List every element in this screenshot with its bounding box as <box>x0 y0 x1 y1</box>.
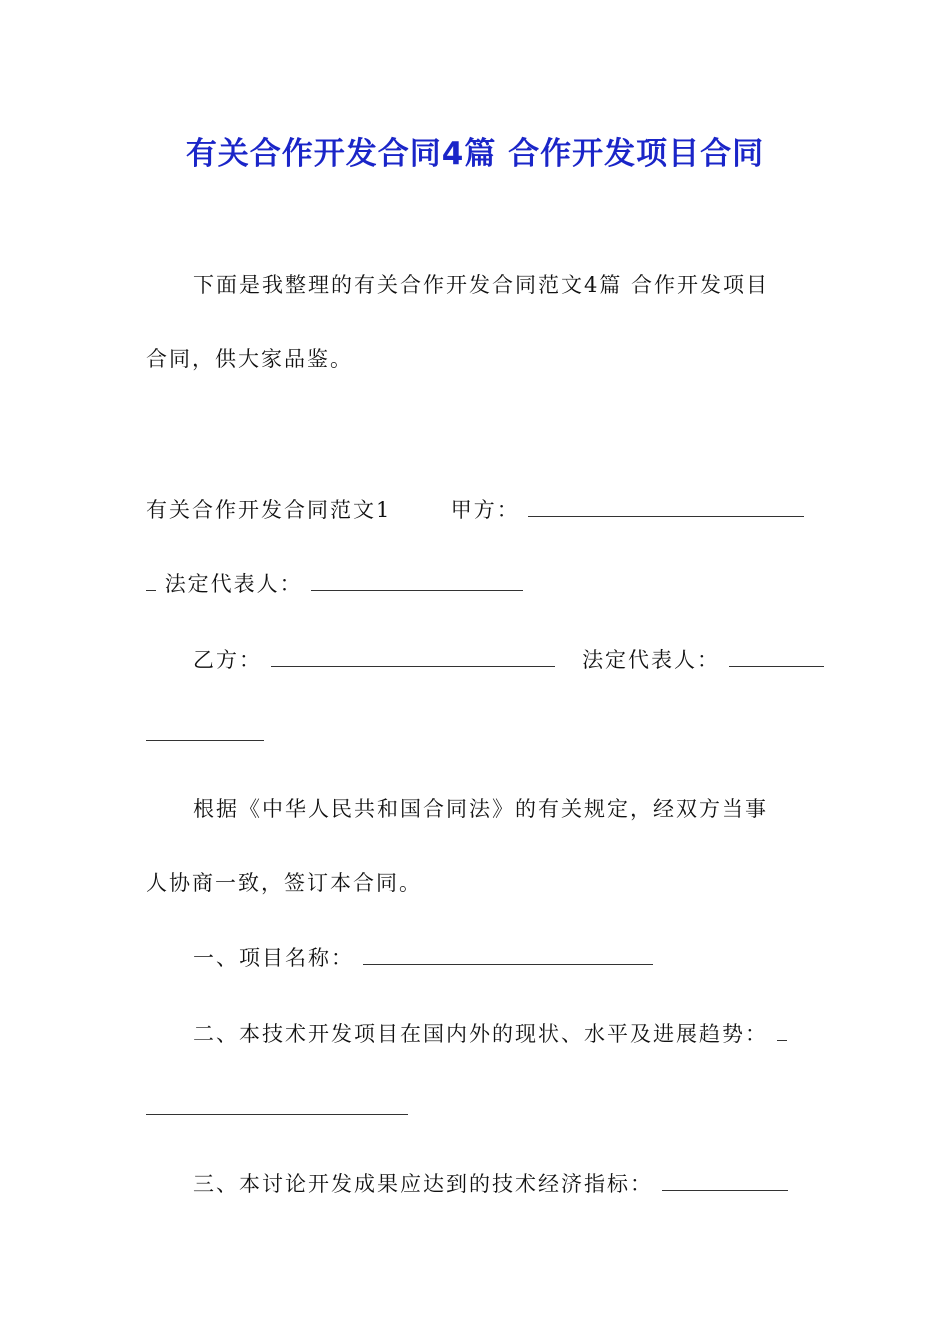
rep-blank-2-continued[interactable] <box>146 718 264 741</box>
project-name-blank[interactable] <box>363 942 653 965</box>
clause-1-row <box>193 942 653 973</box>
indicators-blank[interactable] <box>662 1168 788 1191</box>
party-b-blank[interactable] <box>271 644 555 667</box>
rep-blank-1[interactable] <box>311 568 523 591</box>
clause-2-label: 二、本技术开发项目在国内外的现状、水平及进展趋势： <box>193 1022 768 1046</box>
clause-3-label: 三、本讨论开发成果应达到的技术经济指标： <box>193 1172 653 1196</box>
clause-2-row <box>193 1018 787 1049</box>
party-b-label: 乙方： <box>193 648 262 672</box>
contract-heading: 有关合作开发合同范文1 <box>146 498 392 522</box>
clause-2-continued <box>146 1092 408 1123</box>
party-a-label: 甲方： <box>450 498 520 522</box>
rep-label-1: 法定代表人： <box>164 572 303 596</box>
rep-blank-row <box>146 718 264 749</box>
party-a-blank-continued[interactable] <box>146 568 156 591</box>
rep-blank-2[interactable] <box>729 644 824 667</box>
clause-3-row <box>193 1168 788 1199</box>
status-blank-continued[interactable] <box>146 1092 408 1115</box>
basis-line-1: 根据《中华人民共和国合同法》的有关规定，经双方当事 <box>193 797 768 821</box>
clause-1-label: 一、项目名称： <box>193 946 354 970</box>
party-b-row <box>193 644 824 675</box>
contract-heading-row <box>146 494 804 525</box>
rep-row-1 <box>146 568 523 599</box>
rep-label-2: 法定代表人： <box>582 648 721 672</box>
intro-line-1: 下面是我整理的有关合作开发合同范文4篇 合作开发项目 <box>193 273 770 297</box>
intro-line-2: 合同，供大家品鉴。 <box>146 347 353 371</box>
document-title: 有关合作开发合同4篇 合作开发项目合同 <box>185 136 765 172</box>
party-a-blank[interactable] <box>528 494 804 517</box>
basis-line-2: 人协商一致，签订本合同。 <box>146 871 422 895</box>
status-blank[interactable] <box>777 1018 787 1041</box>
